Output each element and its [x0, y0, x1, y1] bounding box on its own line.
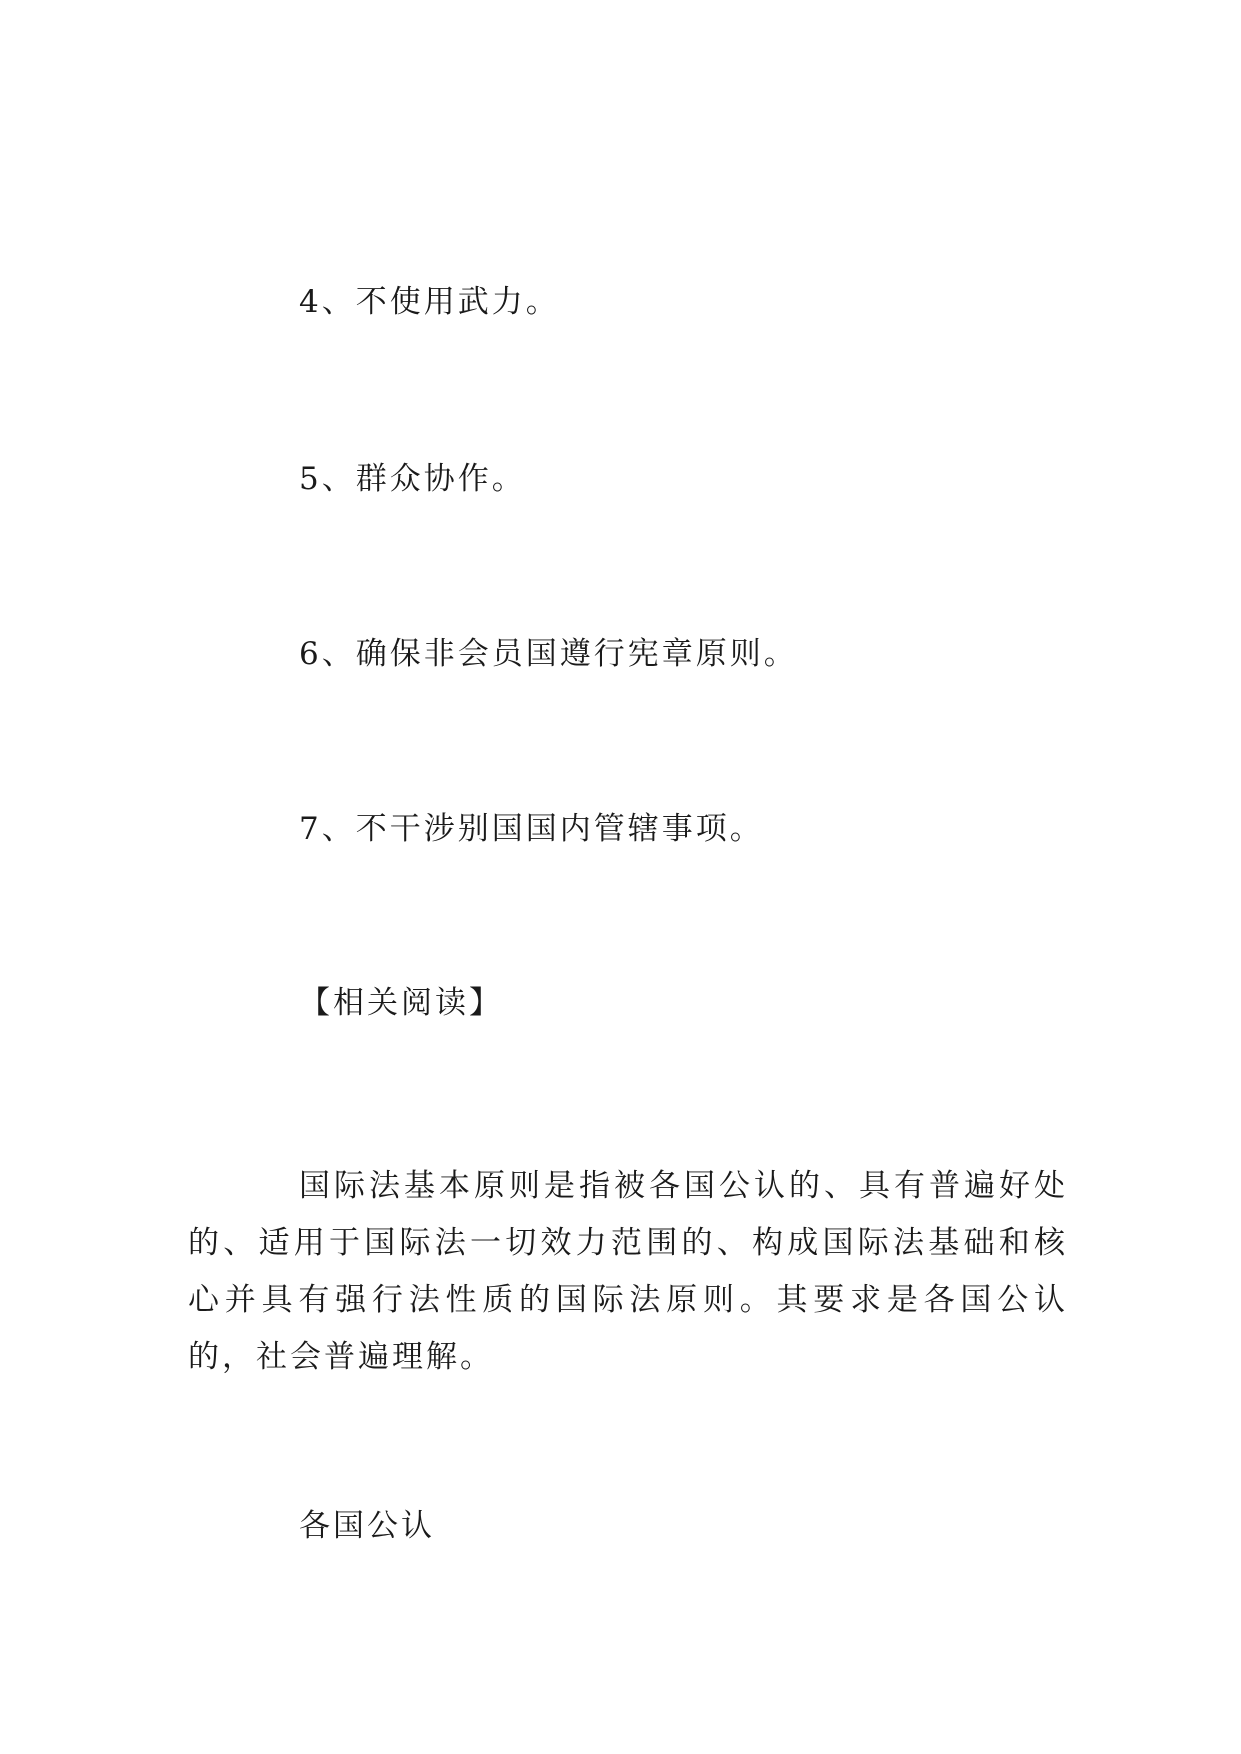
list-item: 5、群众协作。 [299, 461, 526, 497]
list-item: 4、不使用武力。 [299, 284, 560, 320]
list-item: 7、不干涉别国国内管辖事项。 [299, 811, 764, 847]
body-paragraph: 国际法基本原则是指被各国公认的、具有普遍好处的、适用于国际法一切效力范围的、构成国际法基础和核心并具有强行法性质的国际法原则。其要求是各国公认的，社会普遍理解。 [188, 1168, 1068, 1375]
list-item: 6、确保非会员国遵行宪章原则。 [299, 636, 798, 672]
related-reading-heading: 【相关阅读】 [299, 985, 503, 1021]
section-line: 各国公认 [299, 1508, 435, 1544]
